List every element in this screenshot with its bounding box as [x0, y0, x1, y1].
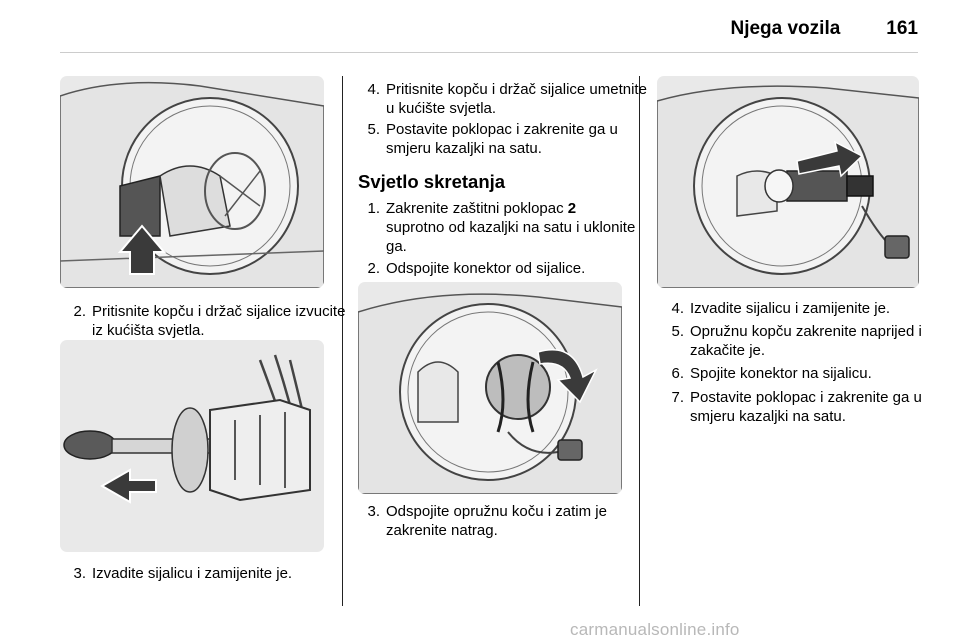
- header-divider: [60, 52, 918, 53]
- illustration-turn-light-bulb: [657, 76, 919, 288]
- turn-light-step-4: 4. Izvadite sijalicu i zamijenite je.: [671, 300, 891, 317]
- header-title: Njega vozila: [730, 18, 841, 39]
- column-divider-1: [342, 76, 343, 606]
- turn-light-step-7: 7. Postavite poklopac i zakrenite ga u smjeru kazaljki na satu.: [671, 389, 922, 425]
- turn-light-step-5: 5. Opružnu kopču zakrenite naprijed i zakačite je.: [671, 323, 922, 359]
- illustration-turn-light-socket: [358, 282, 622, 494]
- instruction-step-2: 2. Pritisnite kopču i držač sijalice izvucite iz kućišta svjetla.: [73, 303, 346, 339]
- reference-number: 2: [567, 200, 577, 217]
- turn-light-step-6: 6. Spojite konektor na sijalicu.: [671, 365, 872, 382]
- figure-bulb-replacement: [60, 340, 324, 552]
- instruction-step-5: 5. Postavite poklopac i zakrenite ga u smjeru kazaljki na satu.: [367, 121, 618, 157]
- page-number: 161: [886, 18, 918, 39]
- instruction-step-3: 3. Izvadite sijalicu i zamijenite je.: [73, 565, 293, 582]
- turn-light-step-3: 3. Odspojite opružnu koču i zatim je zakrenite natrag.: [367, 503, 607, 539]
- figure-bulb-holder-removal: [60, 76, 324, 288]
- watermark-text: carmanualsonline.info: [570, 620, 740, 639]
- section-title-turn-light: Svjetlo skretanja: [358, 171, 506, 192]
- figure-connector-removal: [358, 282, 622, 494]
- instruction-step-4: 4. Pritisnite kopču i držač sijalice umetnite u kućište svjetla.: [367, 81, 647, 117]
- figure-bulb-removal-turn-light: [657, 76, 919, 288]
- arrow-left-icon: [102, 470, 156, 502]
- turn-light-step-2: 2. Odspojite konektor od sijalice.: [367, 260, 586, 277]
- page-header: [730, 18, 918, 40]
- illustration-bulb-holder: [60, 76, 324, 288]
- turn-light-step-1: 1. Zakrenite zaštitni poklopac 2 suprotno od kazaljki na satu i uklonite ga.: [367, 200, 636, 255]
- illustration-bulb-extraction: [60, 340, 324, 552]
